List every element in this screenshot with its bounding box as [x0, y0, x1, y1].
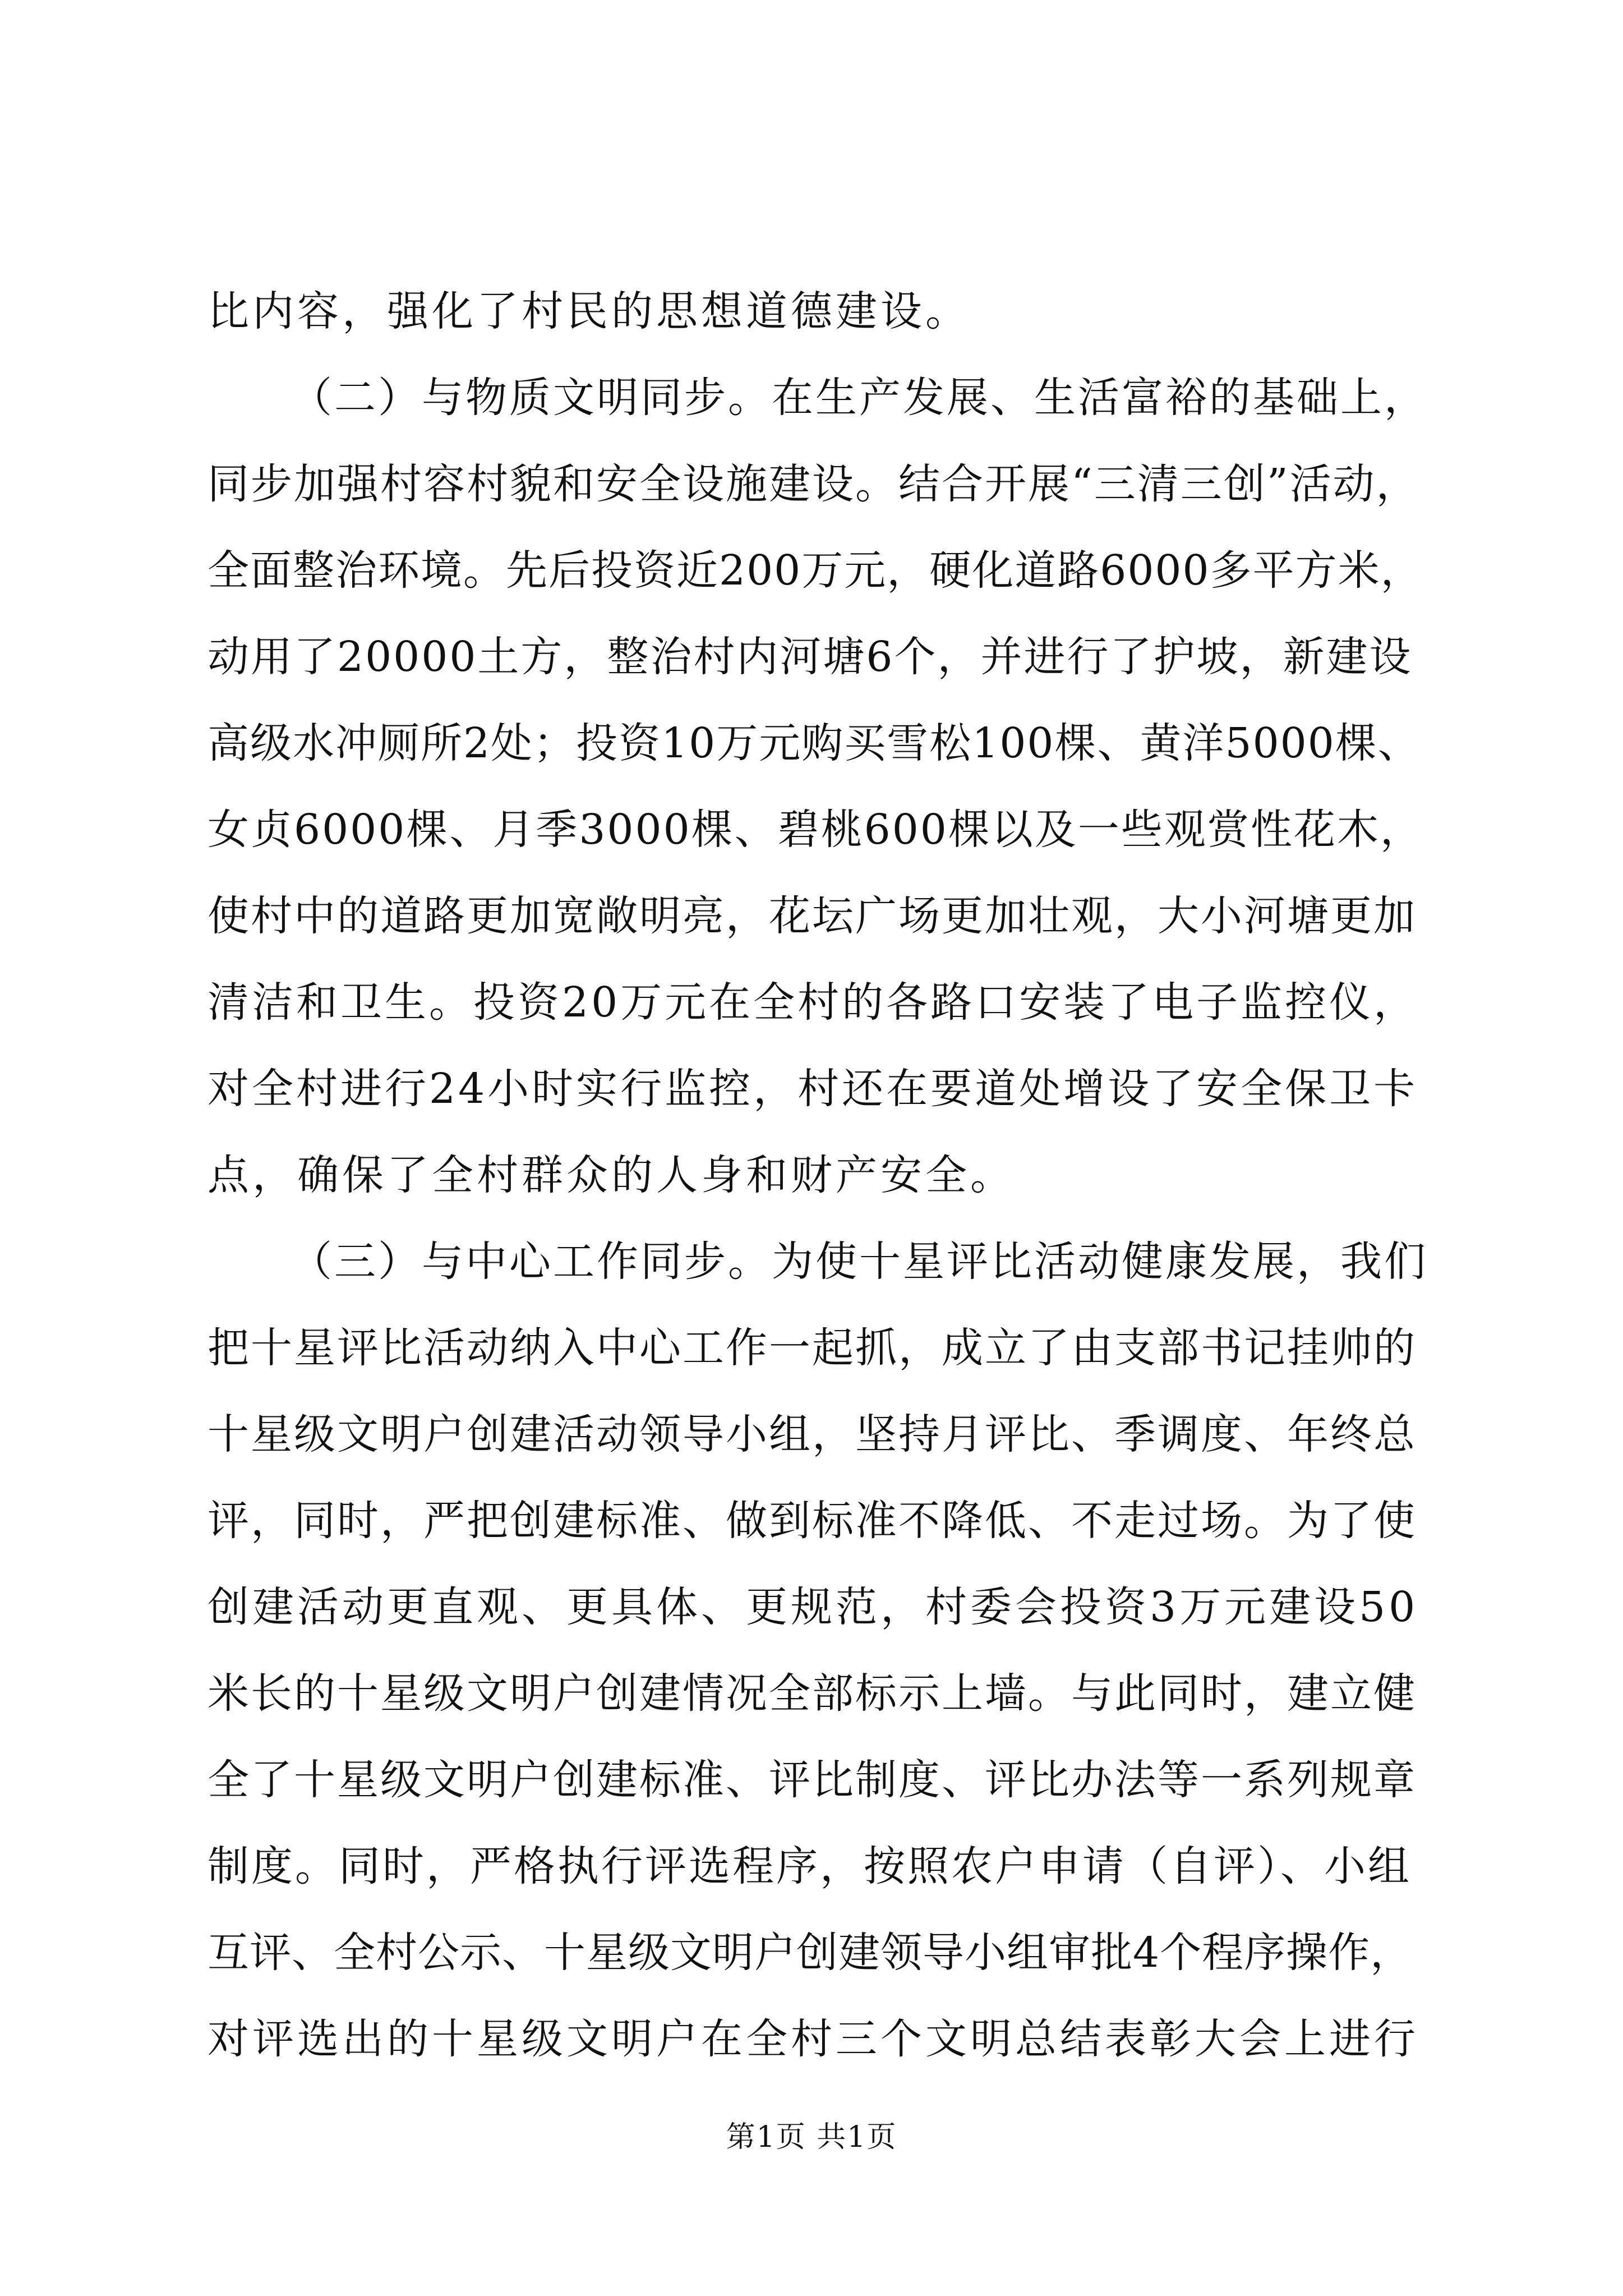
text-line: 把十星评比活动纳入中心工作一起抓，成立了由支部书记挂帅的 [208, 1324, 1417, 1372]
page-number-footer: 第1页 共1页 [726, 2120, 897, 2154]
paragraph-3-first-line: （三）与中心工作同步。为使十星评比活动健康发展，我们 [291, 1237, 1428, 1286]
text-line: 全了十星级文明户创建标准、评比制度、评比办法等一系列规章 [208, 1756, 1417, 1804]
text-line: 动用了20000土方，整治村内河塘6个，并进行了护坡，新建设 [208, 633, 1413, 681]
text-line: 比内容，强化了村民的思想道德建设。 [208, 287, 970, 335]
text-line: 对全村进行24小时实行监控，村还在要道处增设了安全保卫卡 [208, 1065, 1418, 1113]
text-line: 使村中的道路更加宽敞明亮，花坛广场更加壮观，大小河塘更加 [208, 892, 1417, 940]
text-line: 互评、全村公示、十星级文明户创建领导小组审批4个程序操作， [208, 1929, 1413, 1977]
text-line: 对评选出的十星级文明户在全村三个文明总结表彰大会上进行 [208, 2015, 1419, 2063]
text-line: 清洁和卫生。投资20万元在全村的各路口安装了电子监控仪， [208, 978, 1418, 1027]
text-line: 女贞6000棵、月季3000棵、碧桃600棵以及一些观赏性花木， [208, 806, 1423, 854]
text-line: 评，同时，严把创建标准、做到标准不降低、不走过场。为了使 [208, 1497, 1417, 1545]
text-line: 创建活动更直观、更具体、更规范，村委会投资3万元建设50 [208, 1583, 1419, 1631]
text-line: 同步加强村容村貌和安全设施建设。结合开展“三清三创”活动， [208, 460, 1419, 508]
text-line: 全面整治环境。先后投资近200万元，硬化道路6000多平方米， [208, 546, 1423, 595]
text-line: 十星级文明户创建活动领导小组，坚持月评比、季调度、年终总 [208, 1410, 1417, 1458]
text-line: 点，确保了全村群众的人身和财产安全。 [208, 1151, 1015, 1199]
text-line: 高级水冲厕所2处；投资10万元购买雪松100棵、黄洋5000棵、 [208, 719, 1421, 767]
paragraph-2-first-line: （二）与物质文明同步。在生产发展、生活富裕的基础上， [291, 374, 1428, 422]
text-line: 制度。同时，严格执行评选程序，按照农户申请（自评）、小组 [208, 1842, 1412, 1890]
text-line: 米长的十星级文明户创建情况全部标示上墙。与此同时，建立健 [208, 1669, 1417, 1718]
